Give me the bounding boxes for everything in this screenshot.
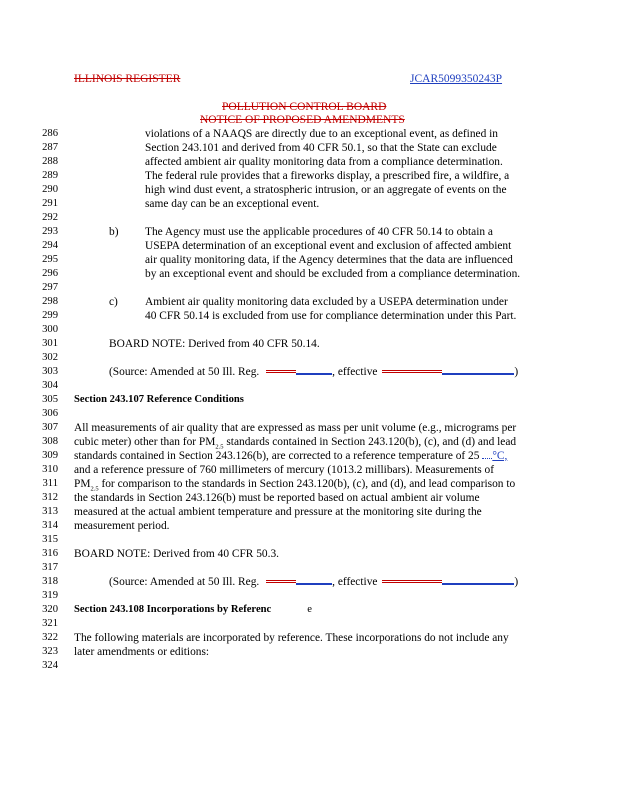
source-middle: , effective — [332, 576, 378, 588]
line-number: 304 — [42, 380, 58, 391]
body-text-line: affected ambient air quality monitoring data from a compliance determination. — [145, 156, 503, 168]
line-number: 299 — [42, 310, 58, 321]
line-number: 308 — [42, 436, 58, 447]
source-line — [109, 366, 518, 378]
insertion-blank — [382, 369, 514, 375]
item-b-line: by an exceptional event and should be excluded from a compliance determination. — [145, 268, 521, 280]
line-number: 303 — [42, 366, 58, 377]
line-number: 322 — [42, 632, 58, 643]
line-number: 310 — [42, 464, 58, 475]
section-text-line: standards contained in Section 243.126(b), are corrected to a reference temperature of 25 °C, — [74, 450, 508, 462]
line-number: 302 — [42, 352, 58, 363]
line-number: 314 — [42, 520, 58, 531]
source-prefix: (Source: Amended at 50 Ill. Reg. — [109, 366, 260, 378]
line-number: 320 — [42, 604, 58, 615]
board-note: BOARD NOTE: Derived from 40 CFR 50.14. — [109, 338, 320, 350]
section-heading: Section 243.107 Reference Conditions — [74, 394, 244, 405]
source-suffix: ) — [514, 576, 519, 588]
section-text-line: All measurements of air quality that are expressed as mass per unit volume (e.g., micrograms per — [74, 422, 517, 434]
register-title: ILLINOIS REGISTER — [74, 73, 181, 85]
line-number: 319 — [42, 590, 58, 601]
item-c-line: 40 CFR 50.14 is excluded from use for compliance determination under this Part. — [145, 310, 517, 322]
item-c-line: Ambient air quality monitoring data excluded by a USEPA determination under — [145, 296, 508, 308]
body-text-line: violations of a NAAQS are directly due to an exceptional event, as defined in — [145, 128, 498, 140]
line-number: 324 — [42, 660, 58, 671]
line-number: 312 — [42, 492, 58, 503]
line-number: 316 — [42, 548, 58, 559]
document-code: JCAR5099350243P — [410, 73, 503, 85]
line-number: 287 — [42, 142, 58, 153]
line-number: 300 — [42, 324, 58, 335]
item-b-label: b) — [109, 226, 119, 238]
source-line — [109, 576, 518, 588]
item-c-label: c) — [109, 296, 118, 308]
section-text-line: later amendments or editions: — [74, 646, 210, 658]
body-text-line: Section 243.101 and derived from 40 CFR 50.1, so that the State can exclude — [145, 142, 497, 154]
line-number: 323 — [42, 646, 58, 657]
item-b-line: USEPA determination of an exceptional event and exclusion of affected ambient — [145, 240, 512, 252]
section-text-line: the standards in Section 243.126(b) must be reported based on actual ambient air volume — [74, 492, 480, 504]
source-suffix: ) — [514, 366, 519, 378]
section-text-line: and a reference pressure of 760 millimeters of mercury (1013.2 millibars). Measurements of — [74, 464, 495, 476]
body-text-line: same day can be an exceptional event. — [145, 198, 320, 210]
section-text-line: measurement period. — [74, 520, 170, 532]
line-number: 288 — [42, 156, 58, 167]
line-number: 293 — [42, 226, 58, 237]
line-number: 290 — [42, 184, 58, 195]
line-number: 294 — [42, 240, 58, 251]
insertion-blank — [266, 369, 332, 375]
line-number: 313 — [42, 506, 58, 517]
source-prefix: (Source: Amended at 50 Ill. Reg. — [109, 576, 260, 588]
line-number: 292 — [42, 212, 58, 223]
notice-title: NOTICE OF PROPOSED AMENDMENTS — [200, 114, 405, 126]
line-number: 321 — [42, 618, 58, 629]
line-number: 297 — [42, 282, 58, 293]
section-text-line: measured at the actual ambient temperature and pressure at the monitoring site during the — [74, 506, 482, 518]
board-note: BOARD NOTE: Derived from 40 CFR 50.3. — [74, 548, 280, 560]
line-number: 309 — [42, 450, 58, 461]
insertion-blank — [266, 579, 332, 585]
line-number: 318 — [42, 576, 58, 587]
line-number: 317 — [42, 562, 58, 573]
item-b-line: air quality monitoring data, if the Agency determines that the data are influenced — [145, 254, 513, 266]
section-text-line: The following materials are incorporated by reference. These incorporations do not include any — [74, 632, 509, 644]
item-b-line: The Agency must use the applicable procedures of 40 CFR 50.14 to obtain a — [145, 226, 493, 238]
line-number: 315 — [42, 534, 58, 545]
line-number: 291 — [42, 198, 58, 209]
section-text-line: $PM_{2.5}$ for comparison to the standards in Section 243.120(b), (c), and (d), and lead comparison to — [74, 478, 516, 493]
line-number: 305 — [42, 394, 58, 405]
insertion-blank — [382, 579, 514, 585]
line-number: 307 — [42, 422, 58, 433]
body-text-line: The federal rule provides that a fireworks display, a prescribed fire, a wildfire, a — [145, 170, 510, 182]
line-number: 295 — [42, 254, 58, 265]
line-number: 286 — [42, 128, 58, 139]
line-number: 296 — [42, 268, 58, 279]
line-number: 298 — [42, 296, 58, 307]
section-text-line: cubic meter) other than for $PM_{2.5}$ standards contained in Section 243.120(b), (c), and (d) and lead — [74, 436, 517, 451]
line-number: 306 — [42, 408, 58, 419]
line-number: 301 — [42, 338, 58, 349]
line-number: 289 — [42, 170, 58, 181]
board-title: POLLUTION CONTROL BOARD — [222, 101, 387, 113]
body-text-line: high wind dust event, a stratospheric intrusion, or an aggregate of events on the — [145, 184, 507, 196]
source-middle: , effective — [332, 366, 378, 378]
section-heading: Section 243.108 Incorporations by Referenc e — [74, 604, 312, 615]
line-number: 311 — [42, 478, 58, 489]
